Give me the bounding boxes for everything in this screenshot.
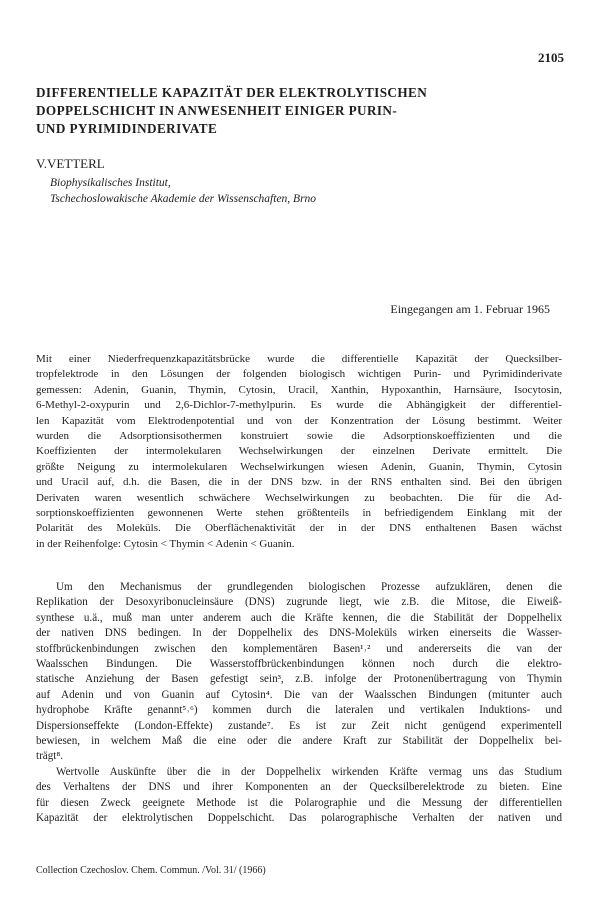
author: V.VETTERL xyxy=(36,156,105,171)
abstract-line: wurden die Adsorptionsisothermen konstruiert sowie die Adsorptionskoeffizienten und die xyxy=(36,430,562,443)
page-number: 2105 xyxy=(538,50,564,65)
article-title xyxy=(36,84,556,138)
abstract-line: sorptionskoeffizienten gewonnenen Werte stehen größtenteils in befriedigendem Einklang mit der xyxy=(36,507,562,520)
body-line: statische Anziehung der Basen gefestigt sein³, z.B. infolge der Protonenübertragung von Thymin xyxy=(36,673,562,686)
received-date: Eingegangen am 1. Februar 1965 xyxy=(390,302,550,316)
body-line: auf Adenin und von Guanin auf Cytosin⁴. Die van der Waalsschen Bindungen (mitunter auch xyxy=(36,688,562,701)
abstract-line: Polarität des Moleküls. Die Oberflächenaktivität der in der DNS enthaltenen Basen wächst xyxy=(36,522,562,535)
body-line: des Verhaltens der DNS und ihrer Komponenten an der Quecksilberelektrode zu bieten. Eine xyxy=(36,781,562,794)
affiliation-line: Biophysikalisches Institut, xyxy=(50,177,171,189)
title-line: DOPPELSCHICHT IN ANWESENHEIT EINIGER PURIN- xyxy=(36,103,398,118)
title-line: DIFFERENTIELLE KAPAZITÄT DER ELEKTROLYTISCHEN xyxy=(36,85,428,100)
abstract-line: Mit einer Niederfrequenzkapazitätsbrücke wurde die differentielle Kapazität der Quecksilber- xyxy=(36,353,562,365)
body-line: stoffbrückenbindungen zwischen den komplementären Basen¹˒² und andererseits die van der xyxy=(36,642,562,655)
abstract-line: tropfelektrode in den Lösungen der folgenden biologisch wichtigen Purin- und Pyrimidinderivate xyxy=(36,368,562,381)
affiliation-line: Tschechoslowakische Akademie der Wissenschaften, Brno xyxy=(50,193,317,205)
body-line: für diesen Zweck geeignete Methode ist die Polarographie und die Messung der differentiellen xyxy=(36,796,562,809)
abstract-line: größte Neigung zu intermolekularen Wechselwirkungen wiesen Adenin, Guanin, Thymin, Cytosin xyxy=(36,460,562,473)
abstract-line: und Uracil auf, d.h. die Basen, die in der DNS bzw. in der RNS enthalten sind. Bei den übrigen xyxy=(36,476,562,489)
body-line: Um den Mechanismus der grundlegenden biologischen Prozesse aufzuklären, denen die xyxy=(56,581,562,593)
affiliation xyxy=(50,175,316,207)
body-line: Waalsschen Bindungen. Die Wasserstoffbrückenbindungen können noch durch die elektro- xyxy=(36,658,562,671)
title-line: UND PYRIMIDINDERIVATE xyxy=(36,121,218,136)
journal-citation-footer: Collection Czechoslov. Chem. Commun. /Vol. 31/ (1966) xyxy=(36,865,266,876)
body-line: Replikation der Desoxyribonucleinsäure (DNS) zugrunde liegt, wie z.B. die Mitose, die Eiweiß- xyxy=(36,596,562,609)
abstract-line: len Kapazität vom Elektrodenpotential und von der Konzentration der Lösung bestimmt. Weiter xyxy=(36,414,562,427)
abstract-line: gemessen: Adenin, Guanin, Thymin, Cytosin, Uracil, Xanthin, Hypoxanthin, Harnsäure, Isocytosin, xyxy=(36,383,562,396)
body-line: Dispersionseffekte (London-Effekte) zustande⁷. Es ist zur Zeit nicht genügend experimentell xyxy=(36,719,562,732)
body-line: Kapazität der elektrolytischen Doppelschicht. Das polarographische Verhalten der nativen und xyxy=(36,812,562,825)
body-line: Wertvolle Auskünfte über die in der Doppelhelix wirkenden Kräfte vermag uns das Studium xyxy=(56,765,562,778)
abstract-line: in der Reihenfolge: Cytosin < Thymin < Adenin < Guanin. xyxy=(36,537,295,550)
body-line: synthese u.ä., muß man unter anderem auch die Kräfte kennen, die die Stabilität der Doppelhelix xyxy=(36,611,562,624)
body-line: trägt⁸. xyxy=(36,750,63,763)
abstract xyxy=(36,352,562,552)
body-line: der nativen DNS bedingen. In der Doppelhelix des DNS-Moleküls wirken einerseits die Wasser- xyxy=(36,627,562,640)
abstract-line: 6-Methyl-2-oxypurin und 2,6-Dichlor-7-methylpurin. Es wurde die Abhängigkeit der differentiel- xyxy=(36,399,562,412)
body-line: hydrophobe Kräfte genannt⁵˒⁶) kommen durch die lateralen und vertikalen Induktions- und xyxy=(36,704,562,717)
body-line: bewiesen, in welchem Maß die eine oder die andere Kraft zur Stabilität der Doppelhelix bei- xyxy=(36,735,562,748)
body-text xyxy=(36,580,562,827)
abstract-line: Koeffizienten der intermolekularen Wechselwirkungen der einzelnen Derivate ermittelt. Die xyxy=(36,445,562,458)
abstract-line: Derivaten waren wesentlich schwächere Wechselwirkungen zu beobachten. Die für die Ad- xyxy=(36,491,562,504)
